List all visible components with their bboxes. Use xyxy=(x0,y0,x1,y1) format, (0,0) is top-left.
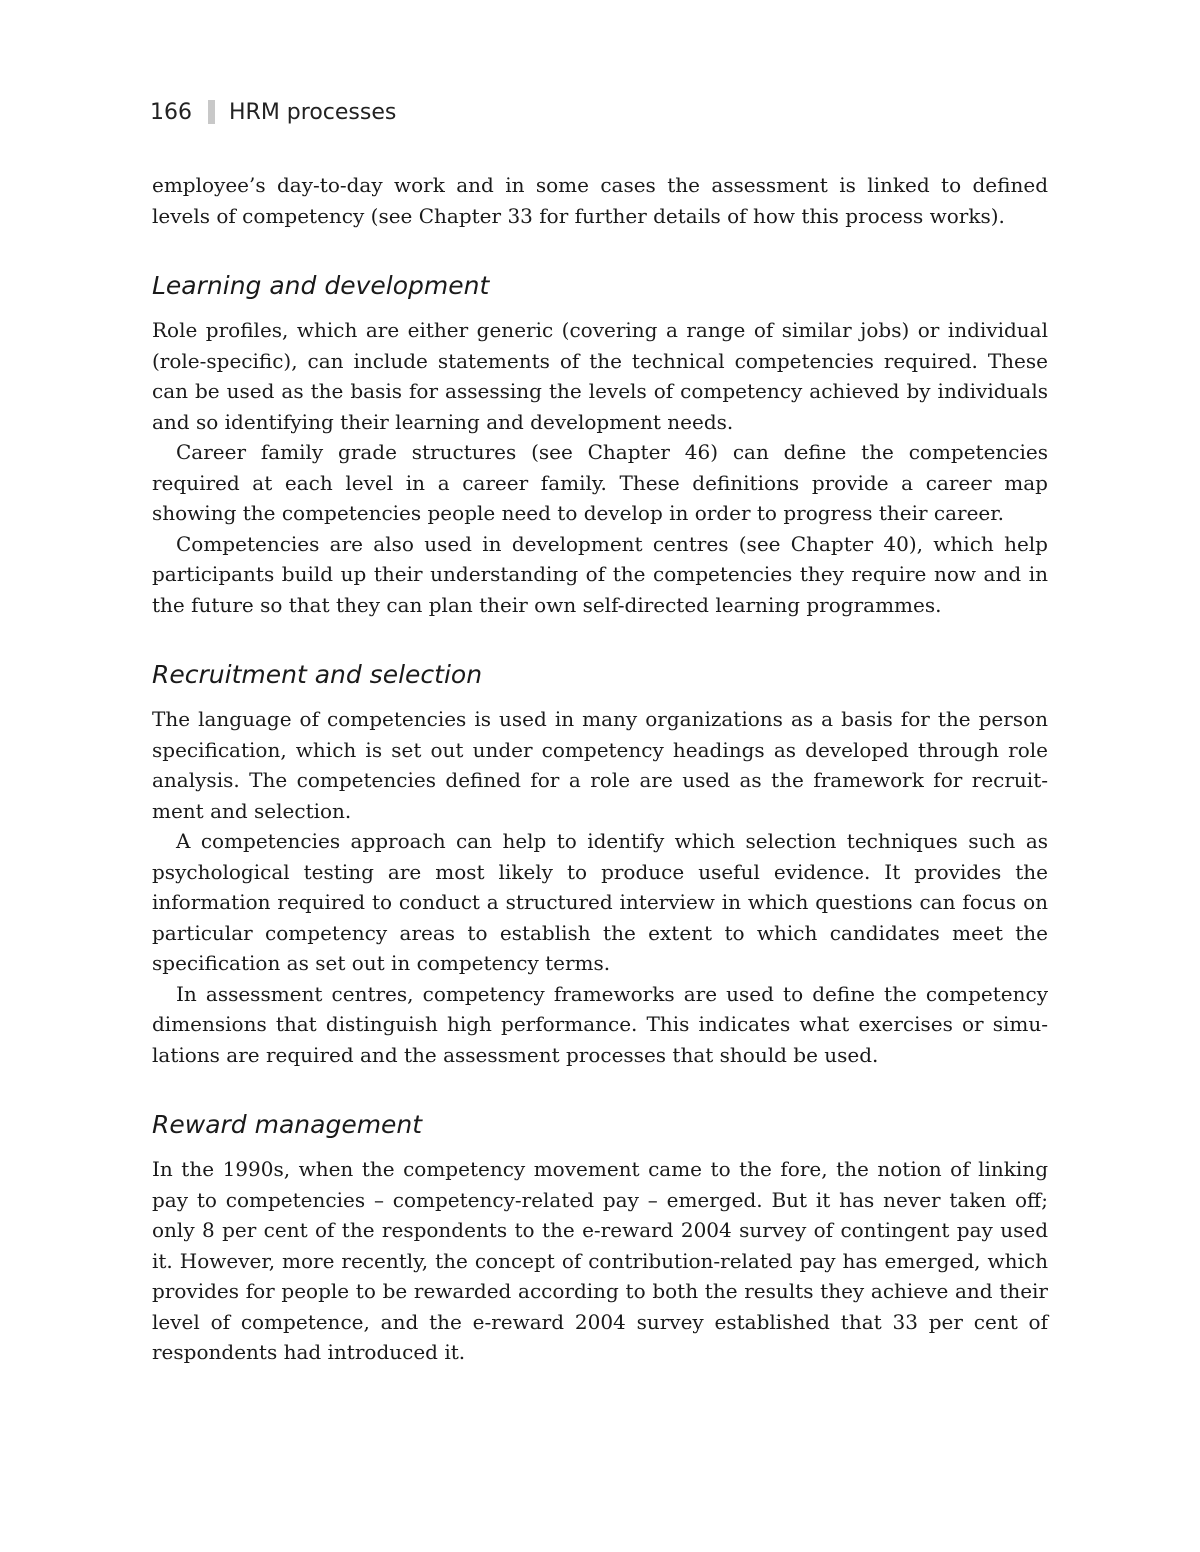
section-learning-and-development xyxy=(152,269,1048,620)
section-heading: Reward management xyxy=(152,1110,423,1139)
paragraph: Career family grade structures (see Chapter 46) can define the competencies required at each level in a career family. These definitions provide a career map showing the competencies people need to develop in order to progress their career. xyxy=(152,440,1048,525)
section-reward-management xyxy=(152,1108,1048,1368)
document-page xyxy=(152,92,1048,1368)
header-separator xyxy=(208,100,215,124)
paragraph: In the 1990s, when the competency movement came to the fore, the notion of linking pay to competencies – competency-related pay – emerged. But it has never taken off; only 8 per cent of the respondents to the e-reward 2004 survey of contingent pay used it. However, more recently, the concept of contribution-related pay has emerged, which provides for people to be rewarded according to both the results they achieve and their level of competence, and the e-reward 2004 survey established that 33 per cent of respondents had introduced it. xyxy=(152,1157,1048,1364)
paragraph: The language of competencies is used in many organizations as a basis for the person specification, which is set out under competency headings as developed through role analysis. The competencies defined for a role are used as the framework for recruitment and selection. xyxy=(152,707,1048,823)
paragraph: A competencies approach can help to identify which selection techniques such as psychological testing are most likely to produce useful evidence. It provides the information required to conduct a structured interview in which questions can focus on particular competency areas to establish the extent to which candidates meet the specification as set out in competency terms. xyxy=(152,829,1048,975)
section-heading: Recruitment and selection xyxy=(152,660,483,689)
page-number: 166 xyxy=(150,99,192,125)
intro-paragraph: employee’s day-to-day work and in some cases the assessment is linked to defined levels of competency (see Chapter 33 for further details of how this process works). xyxy=(152,173,1048,228)
running-head xyxy=(150,92,1048,132)
section-heading: Learning and development xyxy=(152,271,490,300)
paragraph: In assessment centres, competency frameworks are used to define the competency dimensions that distinguish high performance. This indicates what exercises or simulations are required and the assessment processes that should be used. xyxy=(152,981,1048,1067)
section-recruitment-and-selection xyxy=(152,658,1048,1070)
body-text xyxy=(152,170,1048,1368)
paragraph: Competencies are also used in development centres (see Chapter 40), which help participants build up their understanding of the competencies they require now and in the future so that they can plan their own self-directed learning programmes. xyxy=(152,531,1048,617)
running-title: HRM processes xyxy=(229,99,397,125)
paragraph: Role profiles, which are either generic (covering a range of similar jobs) or individual (role-specific), can include statements of the technical competencies required. These can be used as the basis for assessing the levels of competency achieved by individuals and so identifying their learning and development needs. xyxy=(152,318,1048,434)
